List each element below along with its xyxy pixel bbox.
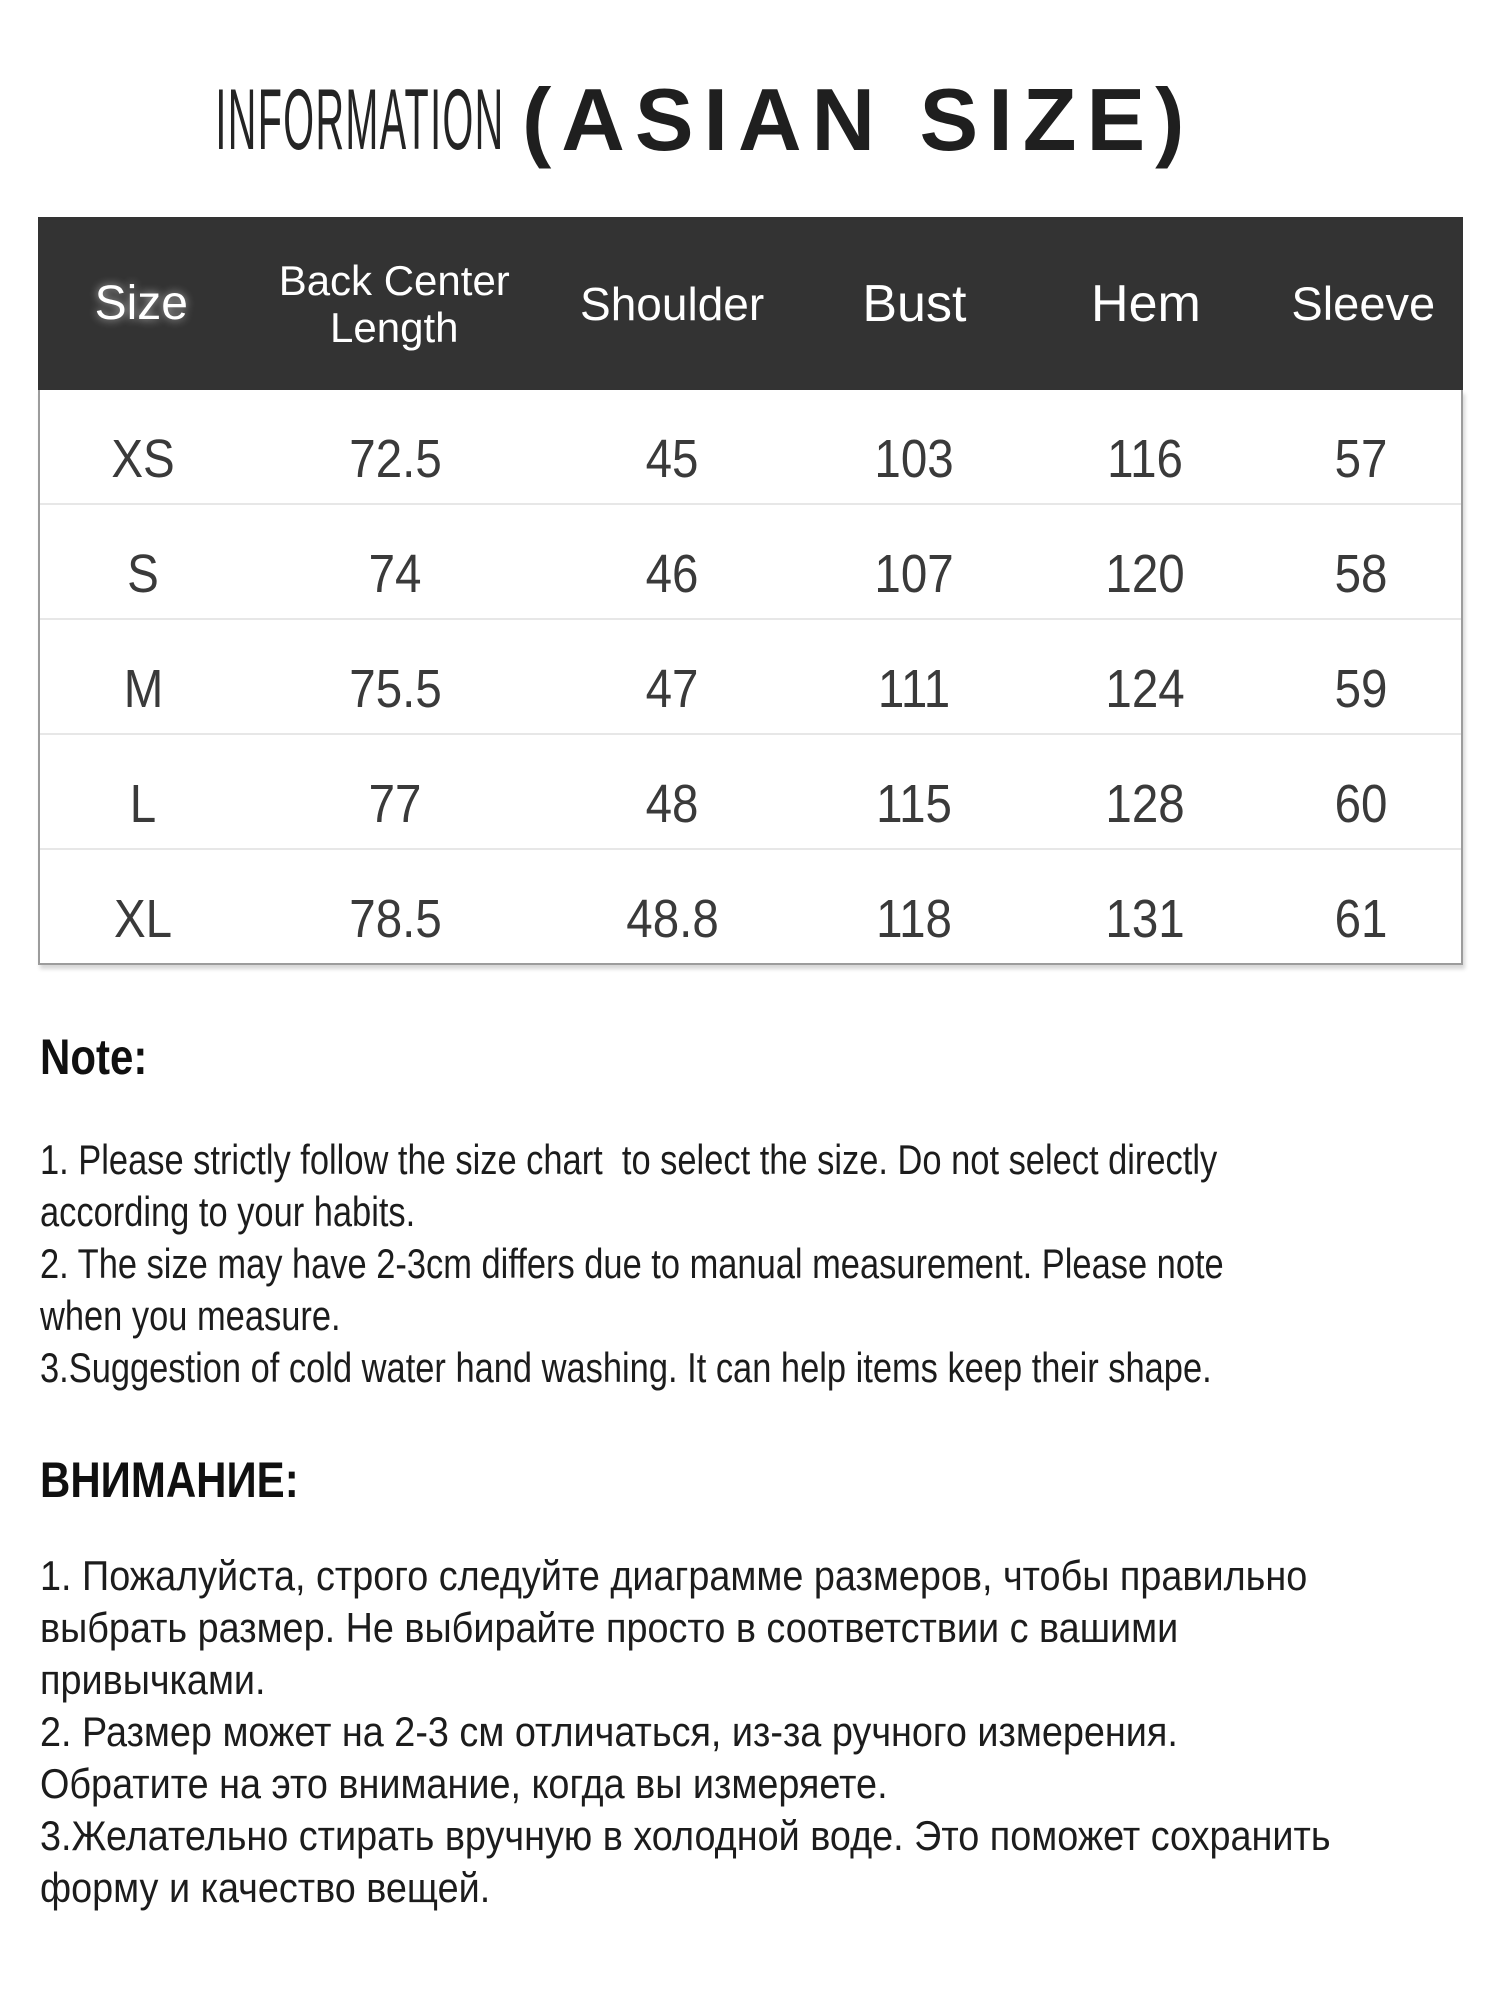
note-line (40, 1862, 1496, 1914)
table-cell (1028, 735, 1262, 848)
note-line (40, 1290, 1496, 1342)
bust-cell: 118 (875, 888, 952, 949)
size-cell: XS (111, 428, 175, 489)
bust-cell: 103 (874, 428, 954, 489)
table-cell (1262, 390, 1461, 503)
hem-cell: 124 (1105, 658, 1185, 719)
size-chart-table (38, 217, 1463, 965)
back-center-length-cell: 74 (368, 543, 422, 604)
note-line-text: 3.Желательно стирать вручную в холодной воде. Это поможет сохранить (40, 1812, 1331, 1859)
note-line-text: Обратите на это внимание, когда вы измеряете. (40, 1760, 888, 1807)
column-header-back-center-length-label: Back Center Length (278, 256, 510, 351)
notes-ru-section (40, 1550, 1496, 1914)
note-line (40, 1654, 1496, 1706)
table-cell (1028, 505, 1262, 618)
size-cell: L (129, 773, 157, 834)
note-line (40, 1550, 1496, 1602)
table-cell (544, 850, 800, 963)
sleeve-cell: 58 (1335, 543, 1388, 604)
page-title (0, 70, 1500, 169)
column-header-sleeve-label: Sleeve (1291, 277, 1436, 330)
column-header-sleeve (1264, 276, 1464, 331)
table-cell (1262, 850, 1461, 963)
back-center-length-cell: 77 (368, 773, 422, 834)
notes-ru-heading: ВНИМАНИЕ: (40, 1452, 299, 1508)
bust-cell: 111 (877, 658, 950, 719)
table-cell (1262, 620, 1461, 733)
table-body (38, 390, 1463, 965)
note-line-text: when you measure. (40, 1292, 341, 1339)
note-line-text: 3.Suggestion of cold water hand washing. It can help items keep their shape. (40, 1344, 1212, 1391)
shoulder-cell: 48 (645, 773, 699, 834)
note-line (40, 1238, 1496, 1290)
column-header-bust (800, 274, 1028, 334)
notes-en-section (40, 1134, 1496, 1394)
table-cell (40, 505, 246, 618)
note-line (40, 1706, 1496, 1758)
table-cell (544, 735, 800, 848)
sleeve-cell: 60 (1335, 773, 1388, 834)
note-line-text: 1. Пожалуйста, строго следуйте диаграмме размеров, чтобы правильно (40, 1552, 1308, 1599)
size-cell: M (123, 658, 163, 719)
table-cell (246, 620, 544, 733)
table-cell (1028, 620, 1262, 733)
table-cell (544, 390, 800, 503)
note-line-text: 2. Размер может на 2-3 см отличаться, из-за ручного измерения. (40, 1708, 1178, 1755)
hem-cell: 116 (1106, 428, 1183, 489)
table-cell (40, 620, 246, 733)
column-header-size-label: Size (94, 277, 188, 330)
back-center-length-cell: 72.5 (348, 428, 442, 489)
note-line (40, 1810, 1496, 1862)
note-line-text: выбрать размер. Не выбирайте просто в соответствии с вашими (40, 1604, 1179, 1651)
note-line-text: форму и качество вещей. (40, 1864, 491, 1911)
column-header-back-center-length (245, 257, 544, 351)
table-cell (544, 505, 800, 618)
note-line-text: according to your habits. (40, 1188, 416, 1235)
column-header-shoulder-label: Shoulder (580, 277, 765, 330)
back-center-length-cell: 78.5 (348, 888, 442, 949)
size-cell: XL (113, 888, 173, 949)
hem-cell: 120 (1105, 543, 1185, 604)
shoulder-cell: 45 (645, 428, 699, 489)
table-cell (800, 505, 1027, 618)
table-cell (246, 850, 544, 963)
table-cell (1028, 850, 1262, 963)
note-line (40, 1186, 1496, 1238)
note-line (40, 1602, 1496, 1654)
note-line-text: 2. The size may have 2-3cm differs due to manual measurement. Please note (40, 1240, 1224, 1287)
table-cell (40, 850, 246, 963)
table-row-m (40, 618, 1461, 733)
title-information-text: INFORMATION (215, 72, 505, 168)
table-cell (1028, 390, 1262, 503)
column-header-hem-label: Hem (1091, 274, 1201, 333)
table-cell (40, 390, 246, 503)
table-cell (246, 390, 544, 503)
hem-cell: 128 (1105, 773, 1185, 834)
table-row-s (40, 503, 1461, 618)
table-cell (246, 505, 544, 618)
bust-cell: 107 (874, 543, 954, 604)
column-header-shoulder (544, 277, 801, 331)
table-cell (800, 850, 1027, 963)
shoulder-cell: 48.8 (626, 888, 719, 949)
note-line (40, 1134, 1496, 1186)
back-center-length-cell: 75.5 (348, 658, 442, 719)
note-line-text: 1. Please strictly follow the size chart to select the size. Do not select directly (40, 1136, 1218, 1183)
table-row-xl (40, 848, 1461, 963)
note-line (40, 1758, 1496, 1810)
table-cell (800, 390, 1027, 503)
table-cell (544, 620, 800, 733)
note-line (40, 1342, 1496, 1394)
table-cell (800, 735, 1027, 848)
table-cell (1262, 735, 1461, 848)
title-asian-size-text: (ASIAN SIZE) (522, 70, 1195, 169)
sleeve-cell: 59 (1335, 658, 1388, 719)
sleeve-cell: 61 (1335, 888, 1388, 949)
table-row-l (40, 733, 1461, 848)
column-header-hem (1028, 274, 1263, 334)
size-cell: S (127, 543, 159, 604)
table-cell (40, 735, 246, 848)
sleeve-cell: 57 (1335, 428, 1388, 489)
column-header-bust-label: Bust (862, 274, 967, 333)
table-row-xs (40, 390, 1461, 503)
shoulder-cell: 46 (645, 543, 699, 604)
table-header-row (38, 217, 1463, 390)
note-line-text: привычками. (40, 1656, 266, 1703)
bust-cell: 115 (875, 773, 952, 834)
table-cell (800, 620, 1027, 733)
table-cell (1262, 505, 1461, 618)
notes-en-heading: Note: (40, 1029, 148, 1085)
column-header-size (38, 276, 245, 331)
table-cell (246, 735, 544, 848)
hem-cell: 131 (1105, 888, 1185, 949)
shoulder-cell: 47 (645, 658, 699, 719)
